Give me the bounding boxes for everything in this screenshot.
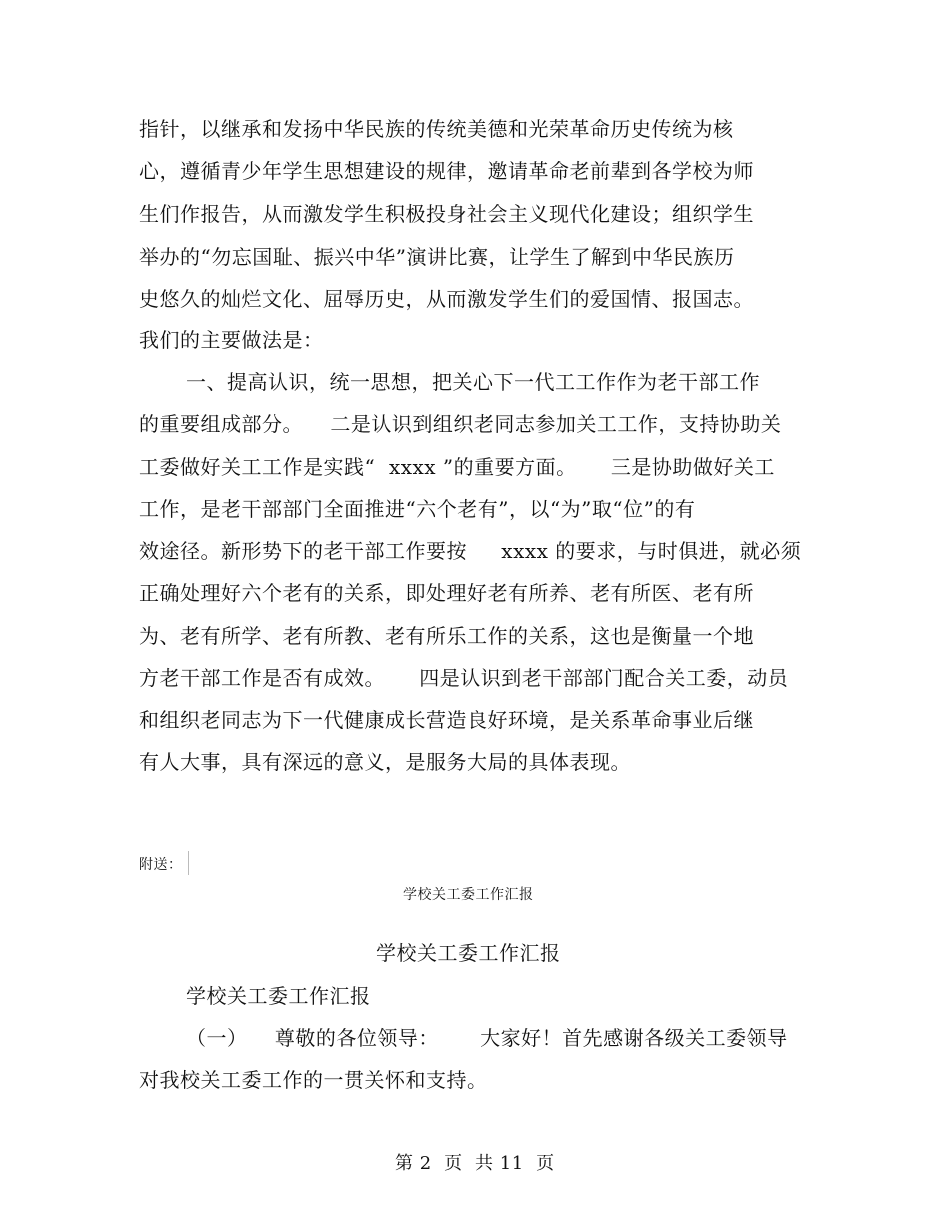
appendix-label: 附送： [139,857,183,873]
para-line-1: （一） 尊敬的各位领导： 大家好！首先感谢各级关工委领导 [186,1026,788,1050]
body-line-15: 和组织老同志为下一代健康成长营造良好环境，是关系革命事业后继 [139,708,754,732]
body-line-11: 效途径。新形势下的老干部工作要按 xxxx 的要求，与时俱进，就必须 [139,539,802,563]
body-line-8: 的重要组成部分。 二是认识到组织老同志参加关工工作，支持协助关 [139,412,782,436]
small-title: 学校关工委工作汇报 [403,887,534,903]
body-line-1: 指针，以继承和发扬中华民族的传统美德和光荣革命历史传统为核 [139,117,734,141]
body-line-14: 方老干部工作是否有成效。 四是认识到老干部部门配合关工委，动员 [139,666,789,690]
body-line-10: 工作，是老干部部门全面推进“六个老有”，以“为”取“位”的有 [139,497,696,521]
body-line-13: 为、老有所学、老有所教、老有所乐工作的关系，这也是衡量一个地 [139,624,754,648]
body-line-2: 心，遵循青少年学生思想建设的规律，邀请革命老前辈到各学校为师 [139,159,754,183]
para-line-2: 对我校关工委工作的一贯关怀和支持。 [139,1068,488,1092]
body-line-3: 生们作报告，从而激发学生积极投身社会主义现代化建设；组织学生 [139,202,754,226]
appendix-divider [188,851,189,875]
sub-title: 学校关工委工作汇报 [186,984,371,1008]
body-line-16: 有人大事，具有深远的意义，是服务大局的具体表现。 [139,750,631,774]
body-line-5: 史悠久的灿烂文化、屈辱历史，从而激发学生们的爱国情、报国志。 [139,287,754,311]
body-line-4: 举办的“勿忘国耻、振兴中华”演讲比赛，让学生了解到中华民族历 [139,245,735,269]
body-line-7: 一、提高认识，统一思想，把关心下一代工工作作为老干部工作 [186,370,760,394]
page-footer: 第 2 页 共 11 页 [395,1153,555,1174]
body-line-12: 正确处理好六个老有的关系，即处理好老有所养、老有所医、老有所 [139,581,754,605]
center-title: 学校关工委工作汇报 [376,941,561,965]
body-line-6: 我们的主要做法是： [139,328,324,352]
body-line-9: 工委做好关工工作是实践“ xxxx ”的重要方面。 三是协助做好关工 [139,455,775,479]
